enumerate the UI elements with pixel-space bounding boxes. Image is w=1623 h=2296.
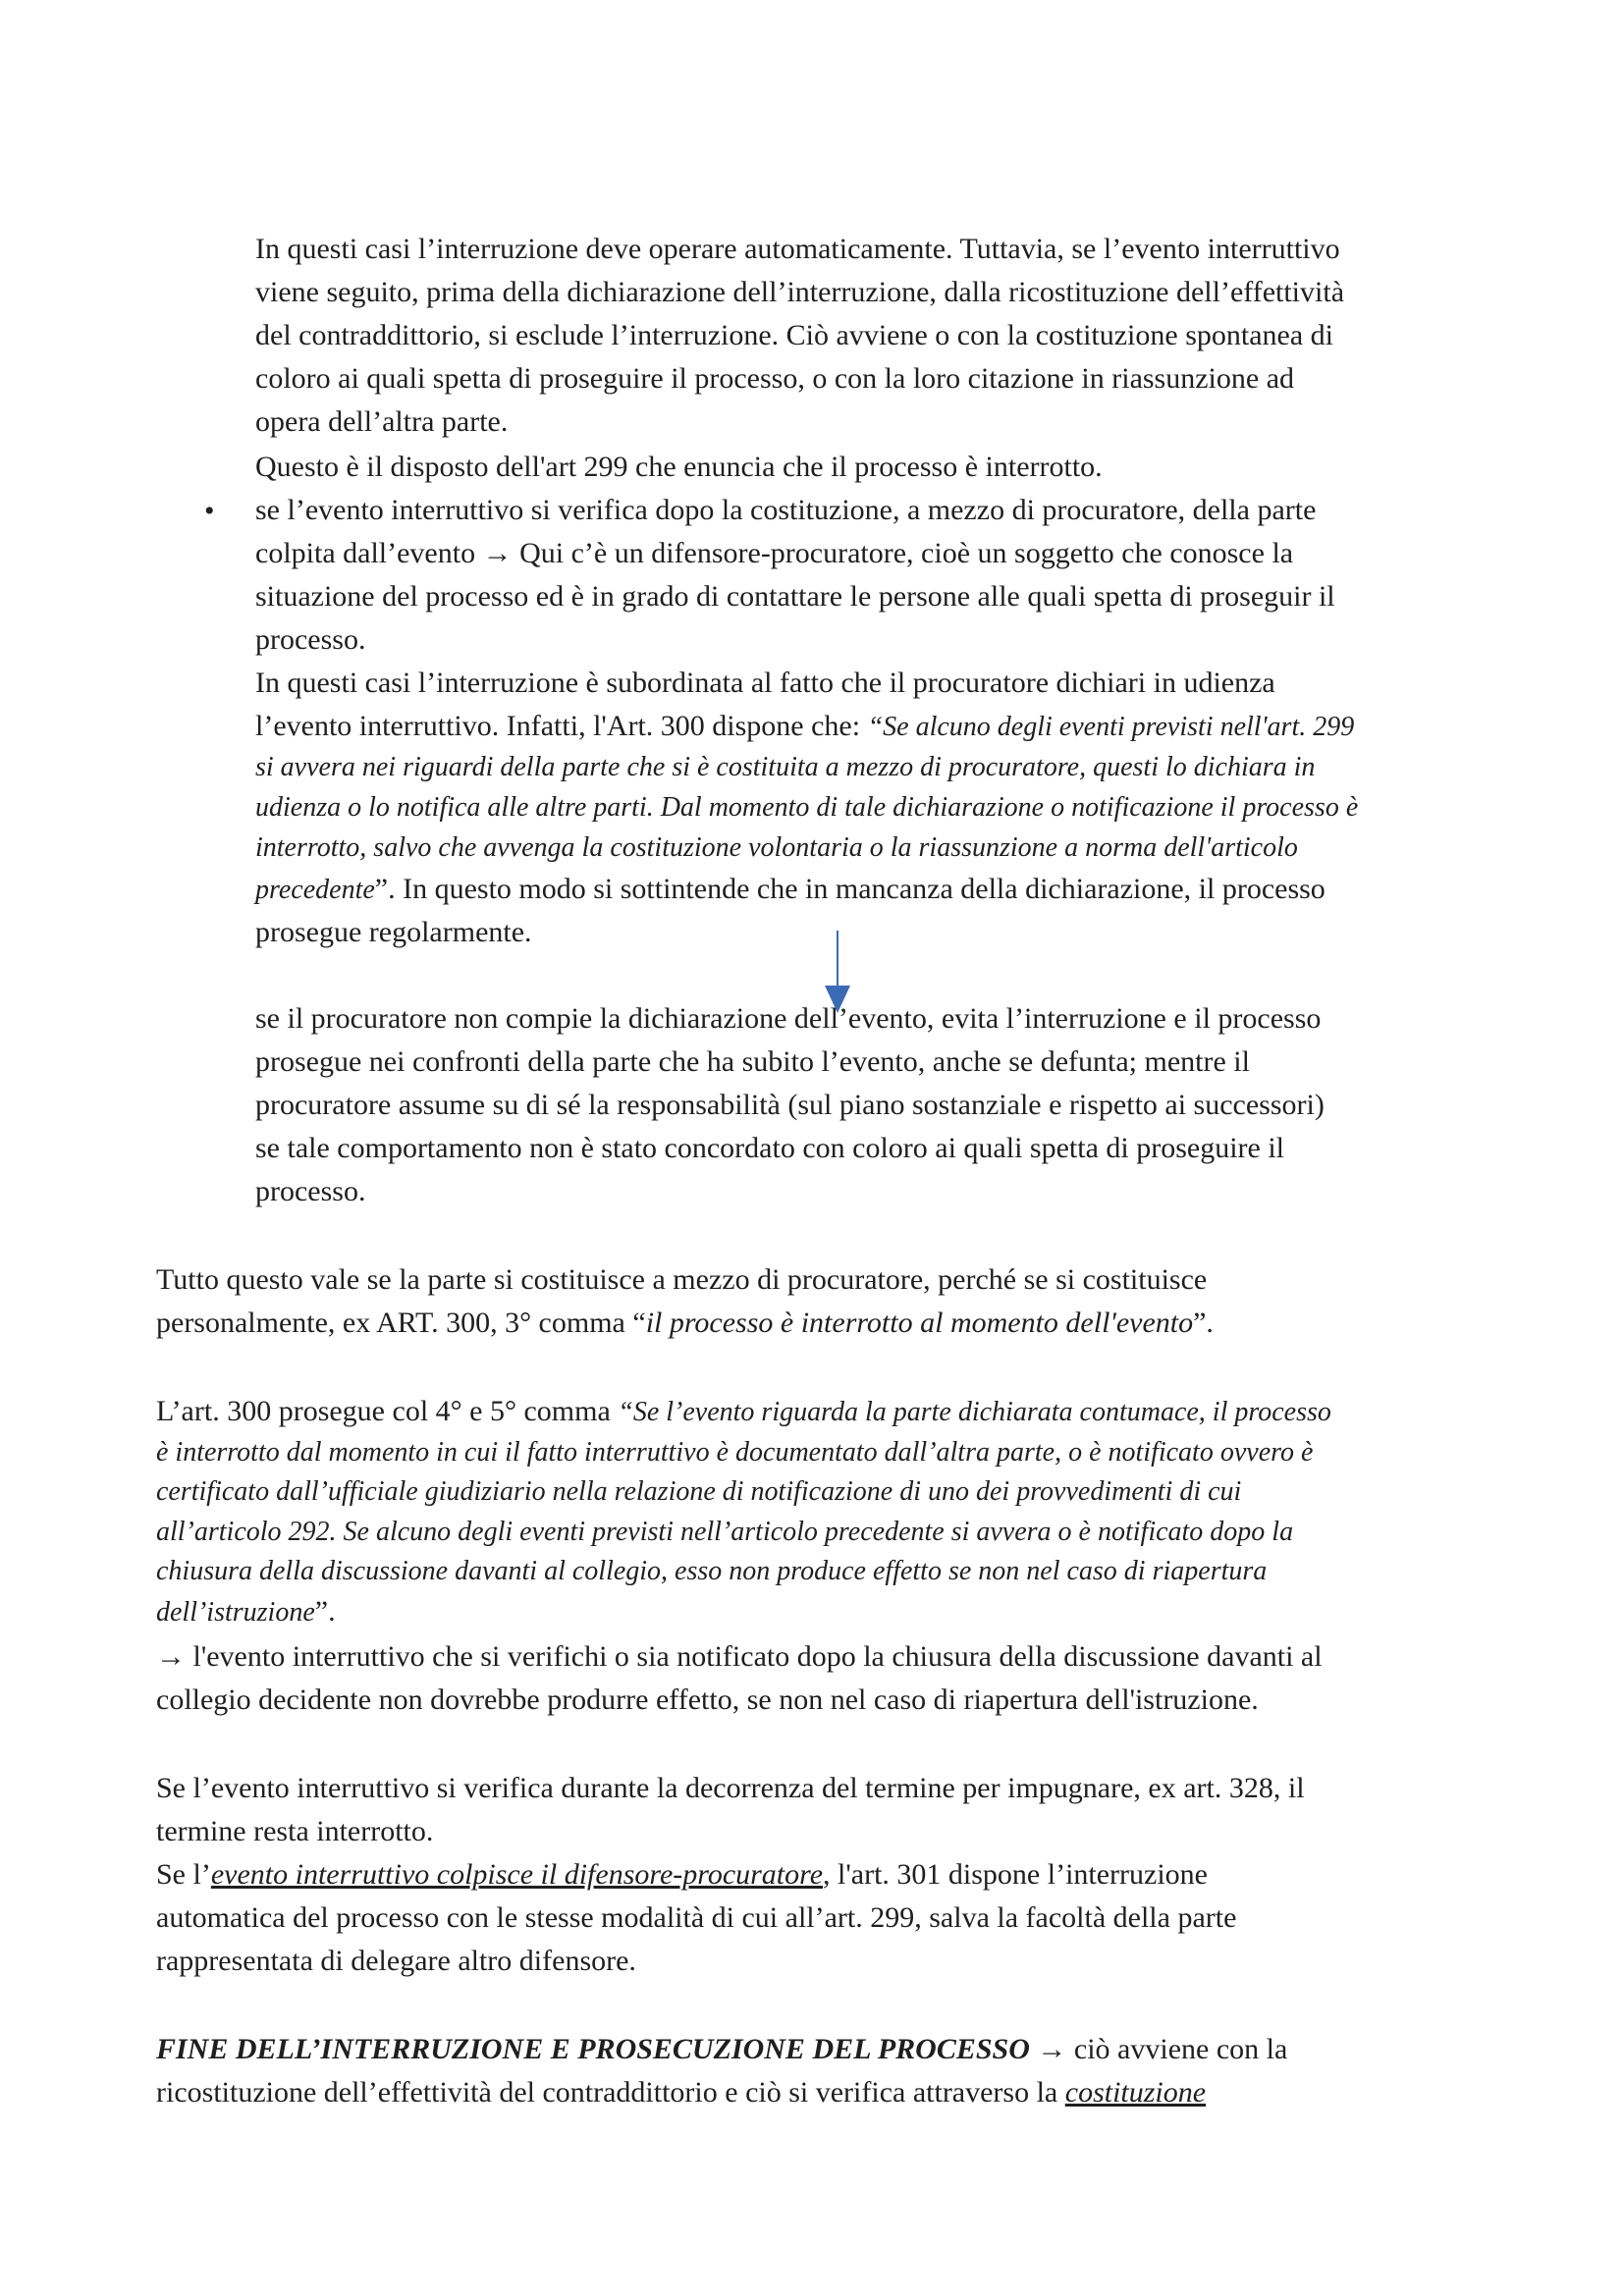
bullet-marker: • (204, 495, 215, 527)
text-line: prosegue nei confronti della parte che ha subito l’evento, anche se defunta; mentre il (255, 1045, 1250, 1078)
text-line (255, 709, 1354, 745)
quote-line: udienza o lo notifica alle altre parti. Dal momento di tale dichiarazione o notificazione il processo è (255, 792, 1359, 823)
text-line: collegio decidente non dovrebbe produrre effetto, se non nel caso di riapertura dell'istruzione. (156, 1683, 1259, 1716)
text-line: situazione del processo ed è in grado di contattare le persone alle quali spetta di proseguir il (255, 580, 1335, 613)
text-line (255, 872, 1325, 908)
text-line: In questi casi l’interruzione deve operare automaticamente. Tuttavia, se l’evento interruttivo (255, 233, 1340, 265)
text-line: viene seguito, prima della dichiarazione dell’interruzione, dalla ricostituzione dell’effettività (255, 276, 1345, 308)
text-span: , l'art. 301 dispone l’interruzione (823, 1858, 1208, 1891)
quote-line: chiusura della discussione davanti al collegio, esso non produce effetto se non nel caso di riapertura (156, 1556, 1268, 1586)
text-span: personalmente, ex ART. 300, 3° comma “ (156, 1307, 646, 1339)
text-line: → l'evento interruttivo che si verifichi o sia notificato dopo la chiusura della discussione davanti al (156, 1640, 1323, 1673)
text-line: automatica del processo con le stesse modalità di cui all’art. 299, salva la facoltà della parte (156, 1901, 1237, 1934)
text-line: rappresentata di delegare altro difensore. (156, 1945, 636, 1977)
quote-span: precedente (255, 875, 375, 905)
text-line (156, 1857, 1208, 1893)
text-line: opera dell’altra parte. (255, 405, 509, 438)
text-line: In questi casi l’interruzione è subordinata al fatto che il procuratore dichiari in udienza (255, 667, 1275, 699)
quote-line: è interrotto dal momento in cui il fatto interruttivo è documentato dall’altra parte, o è notificato ovvero è (156, 1437, 1314, 1468)
text-line: processo. (255, 1175, 366, 1207)
text-line: Tutto questo vale se la parte si costituisce a mezzo di procuratore, perché se si costituisce (156, 1263, 1208, 1296)
text-line (156, 2032, 1287, 2067)
quote-line: certificato dall’ufficiale giudiziario nella relazione di notificazione di uno dei provvedimenti di cui (156, 1476, 1242, 1507)
text-span: L’art. 300 prosegue col 4° e 5° comma (156, 1395, 619, 1427)
underlined-italic-span: costituzione (1064, 2076, 1207, 2109)
quote-span: dell’istruzione (156, 1597, 315, 1628)
text-line (156, 2075, 1206, 2110)
text-line: Questo è il disposto dell'art 299 che enuncia che il processo è interrotto. (255, 451, 1103, 483)
text-line: termine resta interrotto. (156, 1815, 434, 1847)
text-line: prosegue regolarmente. (255, 916, 532, 948)
quote-line: all’articolo 292. Se alcuno degli eventi previsti nell’articolo precedente si avvera o è notificato dopo la (156, 1517, 1294, 1547)
text-line (156, 1594, 336, 1630)
quote-span: il processo è interrotto al momento dell'evento (645, 1307, 1194, 1339)
text-span: ”. In questo modo si sottintende che in mancanza della dichiarazione, il processo (374, 873, 1325, 905)
quote-span: “Se l’evento riguarda la parte dichiarata contumace, il processo (618, 1397, 1331, 1427)
text-line: se l’evento interruttivo si verifica dopo la costituzione, a mezzo di procuratore, della parte (255, 494, 1317, 526)
text-line: se tale comportamento non è stato concordato con coloro ai quali spetta di proseguire il (255, 1132, 1285, 1164)
text-line: colpita dall’evento → Qui c’è un difensore-procuratore, cioè un soggetto che conosce la (255, 537, 1294, 569)
text-span: → ciò avviene con la (1029, 2033, 1288, 2065)
quote-span: “Se alcuno degli eventi previsti nell'art. 299 (867, 712, 1355, 742)
text-line: procuratore assume su di sé la responsabilità (sul piano sostanziale e rispetto ai successori) (255, 1089, 1325, 1121)
text-line: processo. (255, 623, 366, 656)
text-span: l’evento interruttivo. Infatti, l'Art. 300 dispone che: (255, 710, 868, 742)
text-span: Se l’ (156, 1858, 211, 1891)
text-span: ”. (1193, 1307, 1214, 1339)
text-line: Se l’evento interruttivo si verifica durante la decorrenza del termine per impugnare, ex art. 328, il (156, 1772, 1305, 1804)
text-line: coloro ai quali spetta di proseguire il processo, o con la loro citazione in riassunzione ad (255, 362, 1295, 395)
quote-line: si avvera nei riguardi della parte che si è costituita a mezzo di procuratore, questi lo dichiara in (255, 752, 1316, 782)
quote-line: interrotto, salvo che avvenga la costituzione volontaria o la riassunzione a norma dell'articolo (255, 832, 1298, 863)
text-span: ricostituzione dell’effettività del contraddittorio e ciò si verifica attraverso la (156, 2076, 1065, 2109)
underlined-italic-span: evento interruttivo colpisce il difensore-procuratore (210, 1858, 824, 1891)
text-line: del contraddittorio, si esclude l’interruzione. Ciò avviene o con la costituzione spontanea di (255, 319, 1334, 351)
text-span: ”. (314, 1595, 336, 1628)
section-heading: FINE DELL’INTERRUZIONE E PROSECUZIONE DEL PROCESSO (156, 2033, 1030, 2065)
text-line (156, 1306, 1214, 1341)
text-line: se il procuratore non compie la dichiarazione dell’evento, evita l’interruzione e il processo (255, 1002, 1322, 1035)
text-line (156, 1394, 1331, 1430)
